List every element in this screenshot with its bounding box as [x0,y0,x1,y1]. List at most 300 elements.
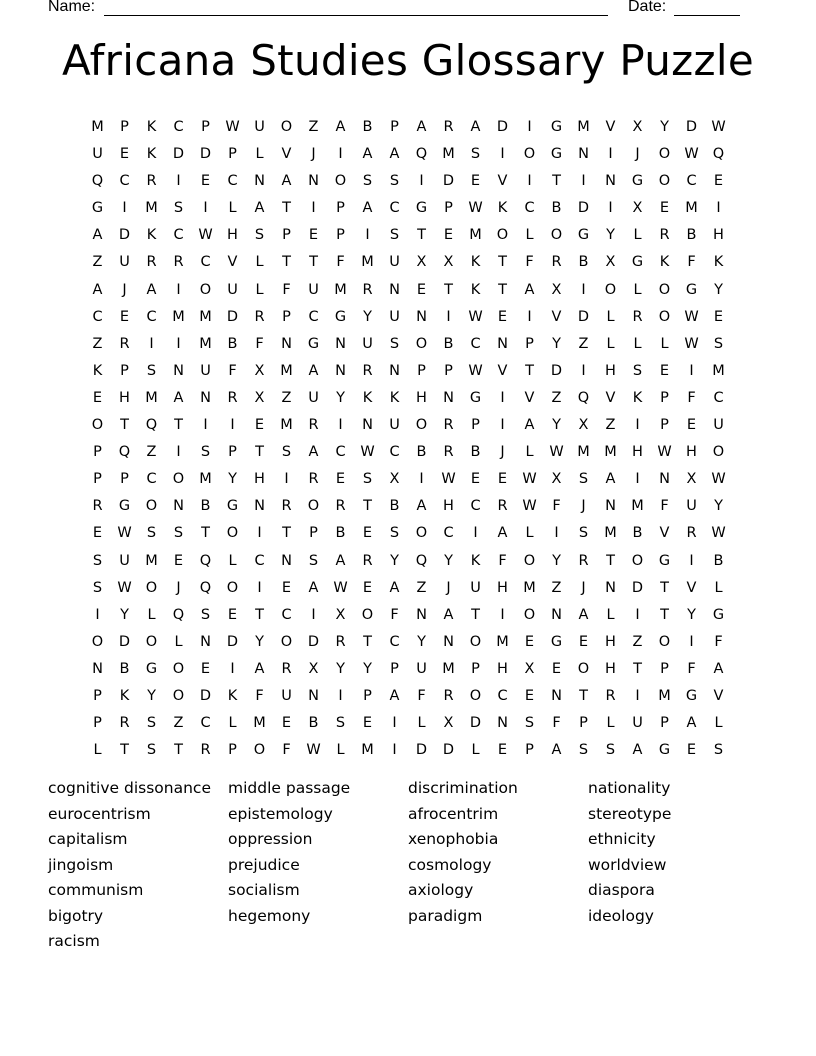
grid-letter[interactable]: Y [606,227,615,244]
grid-letter[interactable]: M [361,742,374,759]
grid-letter[interactable]: E [308,227,319,244]
grid-letter[interactable]: R [146,173,157,190]
grid-letter[interactable]: V [605,119,616,135]
grid-letter[interactable]: M [523,579,536,596]
grid-letter[interactable]: V [497,173,508,190]
grid-letter[interactable]: O [199,281,212,298]
grid-letter[interactable]: X [632,119,643,135]
grid-letter[interactable]: P [309,525,318,542]
grid-letter[interactable]: P [93,471,102,488]
grid-letter[interactable]: A [389,687,400,704]
grid-letter[interactable]: R [173,254,184,271]
grid-letter[interactable]: N [605,173,616,190]
grid-letter[interactable]: Z [416,579,427,596]
grid-letter[interactable]: O [658,281,671,298]
grid-letter[interactable]: S [389,335,400,352]
grid-letter[interactable]: W [117,579,132,596]
grid-letter[interactable]: A [578,606,589,623]
grid-letter[interactable]: O [415,417,428,434]
grid-letter[interactable]: M [442,146,455,163]
grid-letter[interactable]: P [282,308,291,325]
grid-letter[interactable]: P [579,715,588,732]
grid-letter[interactable]: C [713,389,724,406]
grid-letter[interactable]: H [254,471,265,488]
grid-letter[interactable]: I [230,660,235,677]
grid-letter[interactable]: N [605,498,616,515]
grid-letter[interactable]: I [338,687,343,704]
grid-letter[interactable]: C [389,444,400,461]
grid-letter[interactable]: C [146,308,157,325]
grid-letter[interactable]: A [146,281,157,298]
grid-letter[interactable]: X [686,471,697,488]
grid-letter[interactable]: M [577,444,590,461]
grid-letter[interactable]: G [415,200,428,217]
grid-letter[interactable]: B [308,715,319,732]
grid-letter[interactable]: S [92,579,103,596]
grid-letter[interactable]: I [608,200,613,217]
grid-letter[interactable]: E [254,417,265,434]
grid-letter[interactable]: B [227,335,238,352]
grid-letter[interactable]: E [281,715,292,732]
grid-letter[interactable]: Y [336,389,345,406]
grid-letter[interactable]: O [334,173,347,190]
grid-letter[interactable]: L [147,606,156,623]
grid-letter[interactable]: I [473,525,478,542]
grid-letter[interactable]: Y [714,498,723,515]
grid-letter[interactable]: L [417,715,426,732]
grid-letter[interactable]: A [92,227,103,244]
grid-letter[interactable]: T [498,254,507,271]
grid-letter[interactable]: Q [91,173,104,190]
grid-letter[interactable]: O [145,633,158,650]
grid-letter[interactable]: K [146,146,157,163]
grid-letter[interactable]: H [119,389,130,406]
grid-letter[interactable]: V [659,525,670,542]
grid-letter[interactable]: I [500,417,505,434]
grid-letter[interactable]: R [227,389,238,406]
grid-letter[interactable]: B [416,444,427,461]
grid-letter[interactable]: N [551,606,562,623]
grid-letter[interactable]: C [389,200,400,217]
grid-letter[interactable]: A [416,119,427,135]
grid-letter[interactable]: F [336,254,345,271]
grid-letter[interactable]: C [254,552,265,569]
grid-letter[interactable]: Y [228,471,237,488]
grid-letter[interactable]: C [389,633,400,650]
grid-letter[interactable]: M [604,444,617,461]
grid-letter[interactable]: T [471,606,480,623]
grid-letter[interactable]: R [443,687,454,704]
grid-letter[interactable]: R [200,742,211,759]
grid-letter[interactable]: L [525,525,534,542]
grid-letter[interactable]: G [550,119,563,135]
grid-letter[interactable]: S [146,715,157,732]
grid-letter[interactable]: S [713,335,724,352]
grid-letter[interactable]: O [307,498,320,515]
grid-letter[interactable]: M [496,633,509,650]
grid-letter[interactable]: E [443,227,454,244]
grid-letter[interactable]: L [255,254,264,271]
grid-letter[interactable]: A [362,146,373,163]
grid-letter[interactable]: L [525,227,534,244]
grid-letter[interactable]: A [281,173,292,190]
grid-letter[interactable]: O [361,606,374,623]
grid-letter[interactable]: V [551,308,562,325]
grid-letter[interactable]: M [199,335,212,352]
grid-letter[interactable]: W [711,525,726,542]
grid-letter[interactable]: E [200,660,211,677]
grid-letter[interactable]: K [659,254,670,271]
grid-letter[interactable]: M [442,660,455,677]
grid-letter[interactable]: K [470,254,481,271]
grid-letter[interactable]: O [523,146,536,163]
grid-letter[interactable]: E [470,173,481,190]
grid-letter[interactable]: L [633,227,642,244]
grid-letter[interactable]: O [145,579,158,596]
grid-letter[interactable]: X [335,606,346,623]
grid-letter[interactable]: F [255,335,264,352]
grid-letter[interactable]: I [446,308,451,325]
grid-letter[interactable]: L [336,742,345,759]
grid-letter[interactable]: R [605,687,616,704]
grid-letter[interactable]: Z [146,444,157,461]
grid-letter[interactable]: S [281,444,292,461]
grid-letter[interactable]: N [443,389,454,406]
grid-letter[interactable]: G [145,660,158,677]
grid-letter[interactable]: P [282,227,291,244]
grid-letter[interactable]: B [632,525,643,542]
grid-letter[interactable]: I [419,471,424,488]
grid-letter[interactable]: I [149,335,154,352]
grid-letter[interactable]: T [633,660,642,677]
grid-letter[interactable]: F [687,660,696,677]
grid-letter[interactable]: G [685,281,698,298]
grid-letter[interactable]: I [338,417,343,434]
grid-letter[interactable]: S [362,471,373,488]
grid-letter[interactable]: C [119,173,130,190]
grid-letter[interactable]: D [577,200,590,217]
grid-letter[interactable]: W [306,742,321,759]
grid-letter[interactable]: I [500,146,505,163]
grid-letter[interactable]: A [173,389,184,406]
grid-letter[interactable]: Q [577,389,590,406]
grid-letter[interactable]: G [658,552,671,569]
grid-letter[interactable]: C [686,173,697,190]
grid-letter[interactable]: A [254,660,265,677]
grid-letter[interactable]: Z [281,389,292,406]
grid-letter[interactable]: J [635,146,640,163]
grid-letter[interactable]: D [172,146,185,163]
grid-letter[interactable]: N [200,633,211,650]
grid-letter[interactable]: O [253,742,266,759]
grid-letter[interactable]: R [632,308,643,325]
grid-letter[interactable]: G [91,200,104,217]
grid-letter[interactable]: A [443,606,454,623]
grid-letter[interactable]: T [660,606,669,623]
grid-letter[interactable]: N [605,579,616,596]
grid-letter[interactable]: E [686,417,697,434]
grid-letter[interactable]: T [120,417,129,434]
grid-letter[interactable]: U [119,552,130,569]
grid-letter[interactable]: I [311,200,316,217]
grid-letter[interactable]: O [415,335,428,352]
grid-letter[interactable]: L [714,715,723,732]
grid-letter[interactable]: C [308,308,319,325]
grid-letter[interactable]: Z [92,254,103,271]
grid-letter[interactable]: U [281,687,292,704]
grid-letter[interactable]: X [551,471,562,488]
grid-letter[interactable]: Q [199,552,212,569]
grid-letter[interactable]: C [200,715,211,732]
grid-letter[interactable]: Z [605,417,616,434]
grid-letter[interactable]: Y [147,687,156,704]
grid-letter[interactable]: A [416,498,427,515]
grid-letter[interactable]: W [522,498,537,515]
grid-letter[interactable]: I [365,227,370,244]
grid-letter[interactable]: H [686,444,697,461]
grid-letter[interactable]: L [174,633,183,650]
grid-letter[interactable]: A [335,119,346,135]
grid-letter[interactable]: E [524,687,535,704]
grid-letter[interactable]: C [335,444,346,461]
grid-letter[interactable]: O [712,444,725,461]
grid-letter[interactable]: N [362,417,373,434]
grid-letter[interactable]: C [524,200,535,217]
grid-letter[interactable]: R [443,119,454,135]
grid-letter[interactable]: O [280,633,293,650]
grid-letter[interactable]: X [416,254,427,271]
grid-letter[interactable]: I [311,606,316,623]
grid-letter[interactable]: N [254,173,265,190]
grid-letter[interactable]: K [632,389,643,406]
grid-letter[interactable]: A [389,579,400,596]
grid-letter[interactable]: I [635,417,640,434]
grid-letter[interactable]: I [527,173,532,190]
grid-letter[interactable]: A [389,146,400,163]
grid-letter[interactable]: V [686,579,697,596]
grid-letter[interactable]: G [577,227,590,244]
grid-letter[interactable]: W [657,444,672,461]
grid-letter[interactable]: L [228,552,237,569]
grid-letter[interactable]: F [498,552,507,569]
date-field[interactable] [674,15,740,16]
grid-letter[interactable]: N [443,633,454,650]
grid-letter[interactable]: F [255,687,264,704]
grid-letter[interactable]: S [335,715,346,732]
grid-letter[interactable]: M [280,362,293,379]
grid-letter[interactable]: I [176,173,181,190]
grid-letter[interactable]: Z [551,579,562,596]
grid-letter[interactable]: S [173,200,184,217]
grid-letter[interactable]: H [713,227,724,244]
grid-letter[interactable]: I [716,200,721,217]
grid-letter[interactable]: S [605,742,616,759]
grid-letter[interactable]: U [200,362,211,379]
grid-letter[interactable]: I [284,471,289,488]
grid-letter[interactable]: C [173,119,184,135]
grid-letter[interactable]: X [632,200,643,217]
grid-letter[interactable]: W [711,471,726,488]
grid-letter[interactable]: X [578,417,589,434]
grid-letter[interactable]: O [604,281,617,298]
grid-letter[interactable]: T [174,417,183,434]
grid-letter[interactable]: O [172,660,185,677]
grid-letter[interactable]: O [226,525,239,542]
grid-letter[interactable]: S [200,444,211,461]
grid-letter[interactable]: T [201,525,210,542]
grid-letter[interactable]: A [524,417,535,434]
grid-letter[interactable]: T [363,498,372,515]
grid-letter[interactable]: Y [255,633,264,650]
grid-letter[interactable]: T [255,444,264,461]
grid-letter[interactable]: F [417,687,426,704]
grid-letter[interactable]: D [442,742,455,759]
grid-letter[interactable]: P [93,687,102,704]
grid-letter[interactable]: W [117,525,132,542]
grid-letter[interactable]: P [390,119,399,135]
grid-letter[interactable]: I [608,146,613,163]
grid-letter[interactable]: T [363,633,372,650]
grid-letter[interactable]: P [660,417,669,434]
grid-letter[interactable]: C [470,498,481,515]
grid-letter[interactable]: N [416,308,427,325]
grid-letter[interactable]: Q [172,606,185,623]
grid-letter[interactable]: W [225,119,240,135]
grid-letter[interactable]: I [176,444,181,461]
grid-letter[interactable]: I [203,417,208,434]
grid-letter[interactable]: P [660,715,669,732]
grid-letter[interactable]: Y [444,552,453,569]
grid-letter[interactable]: G [469,389,482,406]
grid-letter[interactable]: W [711,119,726,135]
grid-letter[interactable]: G [631,173,644,190]
grid-letter[interactable]: I [635,606,640,623]
grid-letter[interactable]: R [92,498,103,515]
grid-letter[interactable]: V [227,254,238,271]
grid-letter[interactable]: P [120,119,129,135]
grid-letter[interactable]: U [632,715,643,732]
grid-letter[interactable]: T [282,525,291,542]
grid-letter[interactable]: Y [390,552,399,569]
grid-letter[interactable]: I [176,281,181,298]
grid-letter[interactable]: E [119,308,130,325]
grid-letter[interactable]: E [659,200,670,217]
grid-letter[interactable]: A [92,281,103,298]
grid-letter[interactable]: O [91,417,104,434]
grid-letter[interactable]: B [551,200,562,217]
grid-letter[interactable]: X [308,660,319,677]
grid-letter[interactable]: T [255,606,264,623]
grid-letter[interactable]: G [307,335,320,352]
grid-letter[interactable]: E [686,742,697,759]
grid-letter[interactable]: V [497,362,508,379]
grid-letter[interactable]: G [658,742,671,759]
grid-letter[interactable]: R [335,633,346,650]
grid-letter[interactable]: S [92,552,103,569]
grid-letter[interactable]: L [228,715,237,732]
grid-letter[interactable]: S [470,146,481,163]
grid-letter[interactable]: W [441,471,456,488]
grid-letter[interactable]: I [635,471,640,488]
grid-letter[interactable]: D [415,742,428,759]
grid-letter[interactable]: V [524,389,535,406]
grid-letter[interactable]: R [362,281,373,298]
grid-letter[interactable]: S [578,742,589,759]
grid-letter[interactable]: O [523,552,536,569]
grid-letter[interactable]: G [550,146,563,163]
grid-letter[interactable]: A [497,525,508,542]
grid-letter[interactable]: E [92,389,103,406]
grid-letter[interactable]: N [173,362,184,379]
grid-letter[interactable]: P [228,742,237,759]
grid-letter[interactable]: R [443,444,454,461]
grid-letter[interactable]: M [145,552,158,569]
grid-letter[interactable]: G [118,498,131,515]
grid-letter[interactable]: N [335,362,346,379]
grid-letter[interactable]: Q [415,146,428,163]
grid-letter[interactable]: I [257,579,262,596]
grid-letter[interactable]: N [281,552,292,569]
grid-letter[interactable]: S [173,525,184,542]
grid-letter[interactable]: U [713,417,724,434]
grid-letter[interactable]: Q [118,444,131,461]
grid-letter[interactable]: M [604,525,617,542]
grid-letter[interactable]: I [581,362,586,379]
grid-letter[interactable]: P [228,146,237,163]
grid-letter[interactable]: L [525,444,534,461]
grid-letter[interactable]: E [578,633,589,650]
grid-letter[interactable]: S [362,173,373,190]
grid-letter[interactable]: R [254,308,265,325]
grid-letter[interactable]: I [122,200,127,217]
grid-letter[interactable]: W [522,471,537,488]
grid-letter[interactable]: I [95,606,100,623]
grid-letter[interactable]: S [389,173,400,190]
grid-letter[interactable]: S [389,525,400,542]
grid-letter[interactable]: O [631,552,644,569]
grid-letter[interactable]: C [443,525,454,542]
grid-letter[interactable]: U [416,660,427,677]
grid-letter[interactable]: E [227,606,238,623]
grid-letter[interactable]: K [146,119,157,135]
grid-letter[interactable]: F [282,742,291,759]
grid-letter[interactable]: R [659,227,670,244]
grid-letter[interactable]: L [228,200,237,217]
grid-letter[interactable]: R [119,335,130,352]
grid-letter[interactable]: D [496,119,509,135]
grid-letter[interactable]: P [471,417,480,434]
grid-letter[interactable]: B [335,525,346,542]
grid-letter[interactable]: Y [687,606,696,623]
grid-letter[interactable]: P [120,362,129,379]
grid-letter[interactable]: G [631,254,644,271]
grid-letter[interactable]: P [201,119,210,135]
grid-letter[interactable]: H [605,660,616,677]
grid-letter[interactable]: N [551,687,562,704]
grid-letter[interactable]: P [417,362,426,379]
grid-letter[interactable]: E [497,471,508,488]
grid-letter[interactable]: H [632,444,643,461]
grid-letter[interactable]: T [282,200,291,217]
grid-letter[interactable]: A [335,552,346,569]
grid-letter[interactable]: O [415,525,428,542]
grid-letter[interactable]: U [686,498,697,515]
grid-letter[interactable]: S [146,362,157,379]
grid-letter[interactable]: U [389,417,400,434]
grid-letter[interactable]: R [686,525,697,542]
grid-letter[interactable]: S [146,525,157,542]
grid-letter[interactable]: F [552,498,561,515]
